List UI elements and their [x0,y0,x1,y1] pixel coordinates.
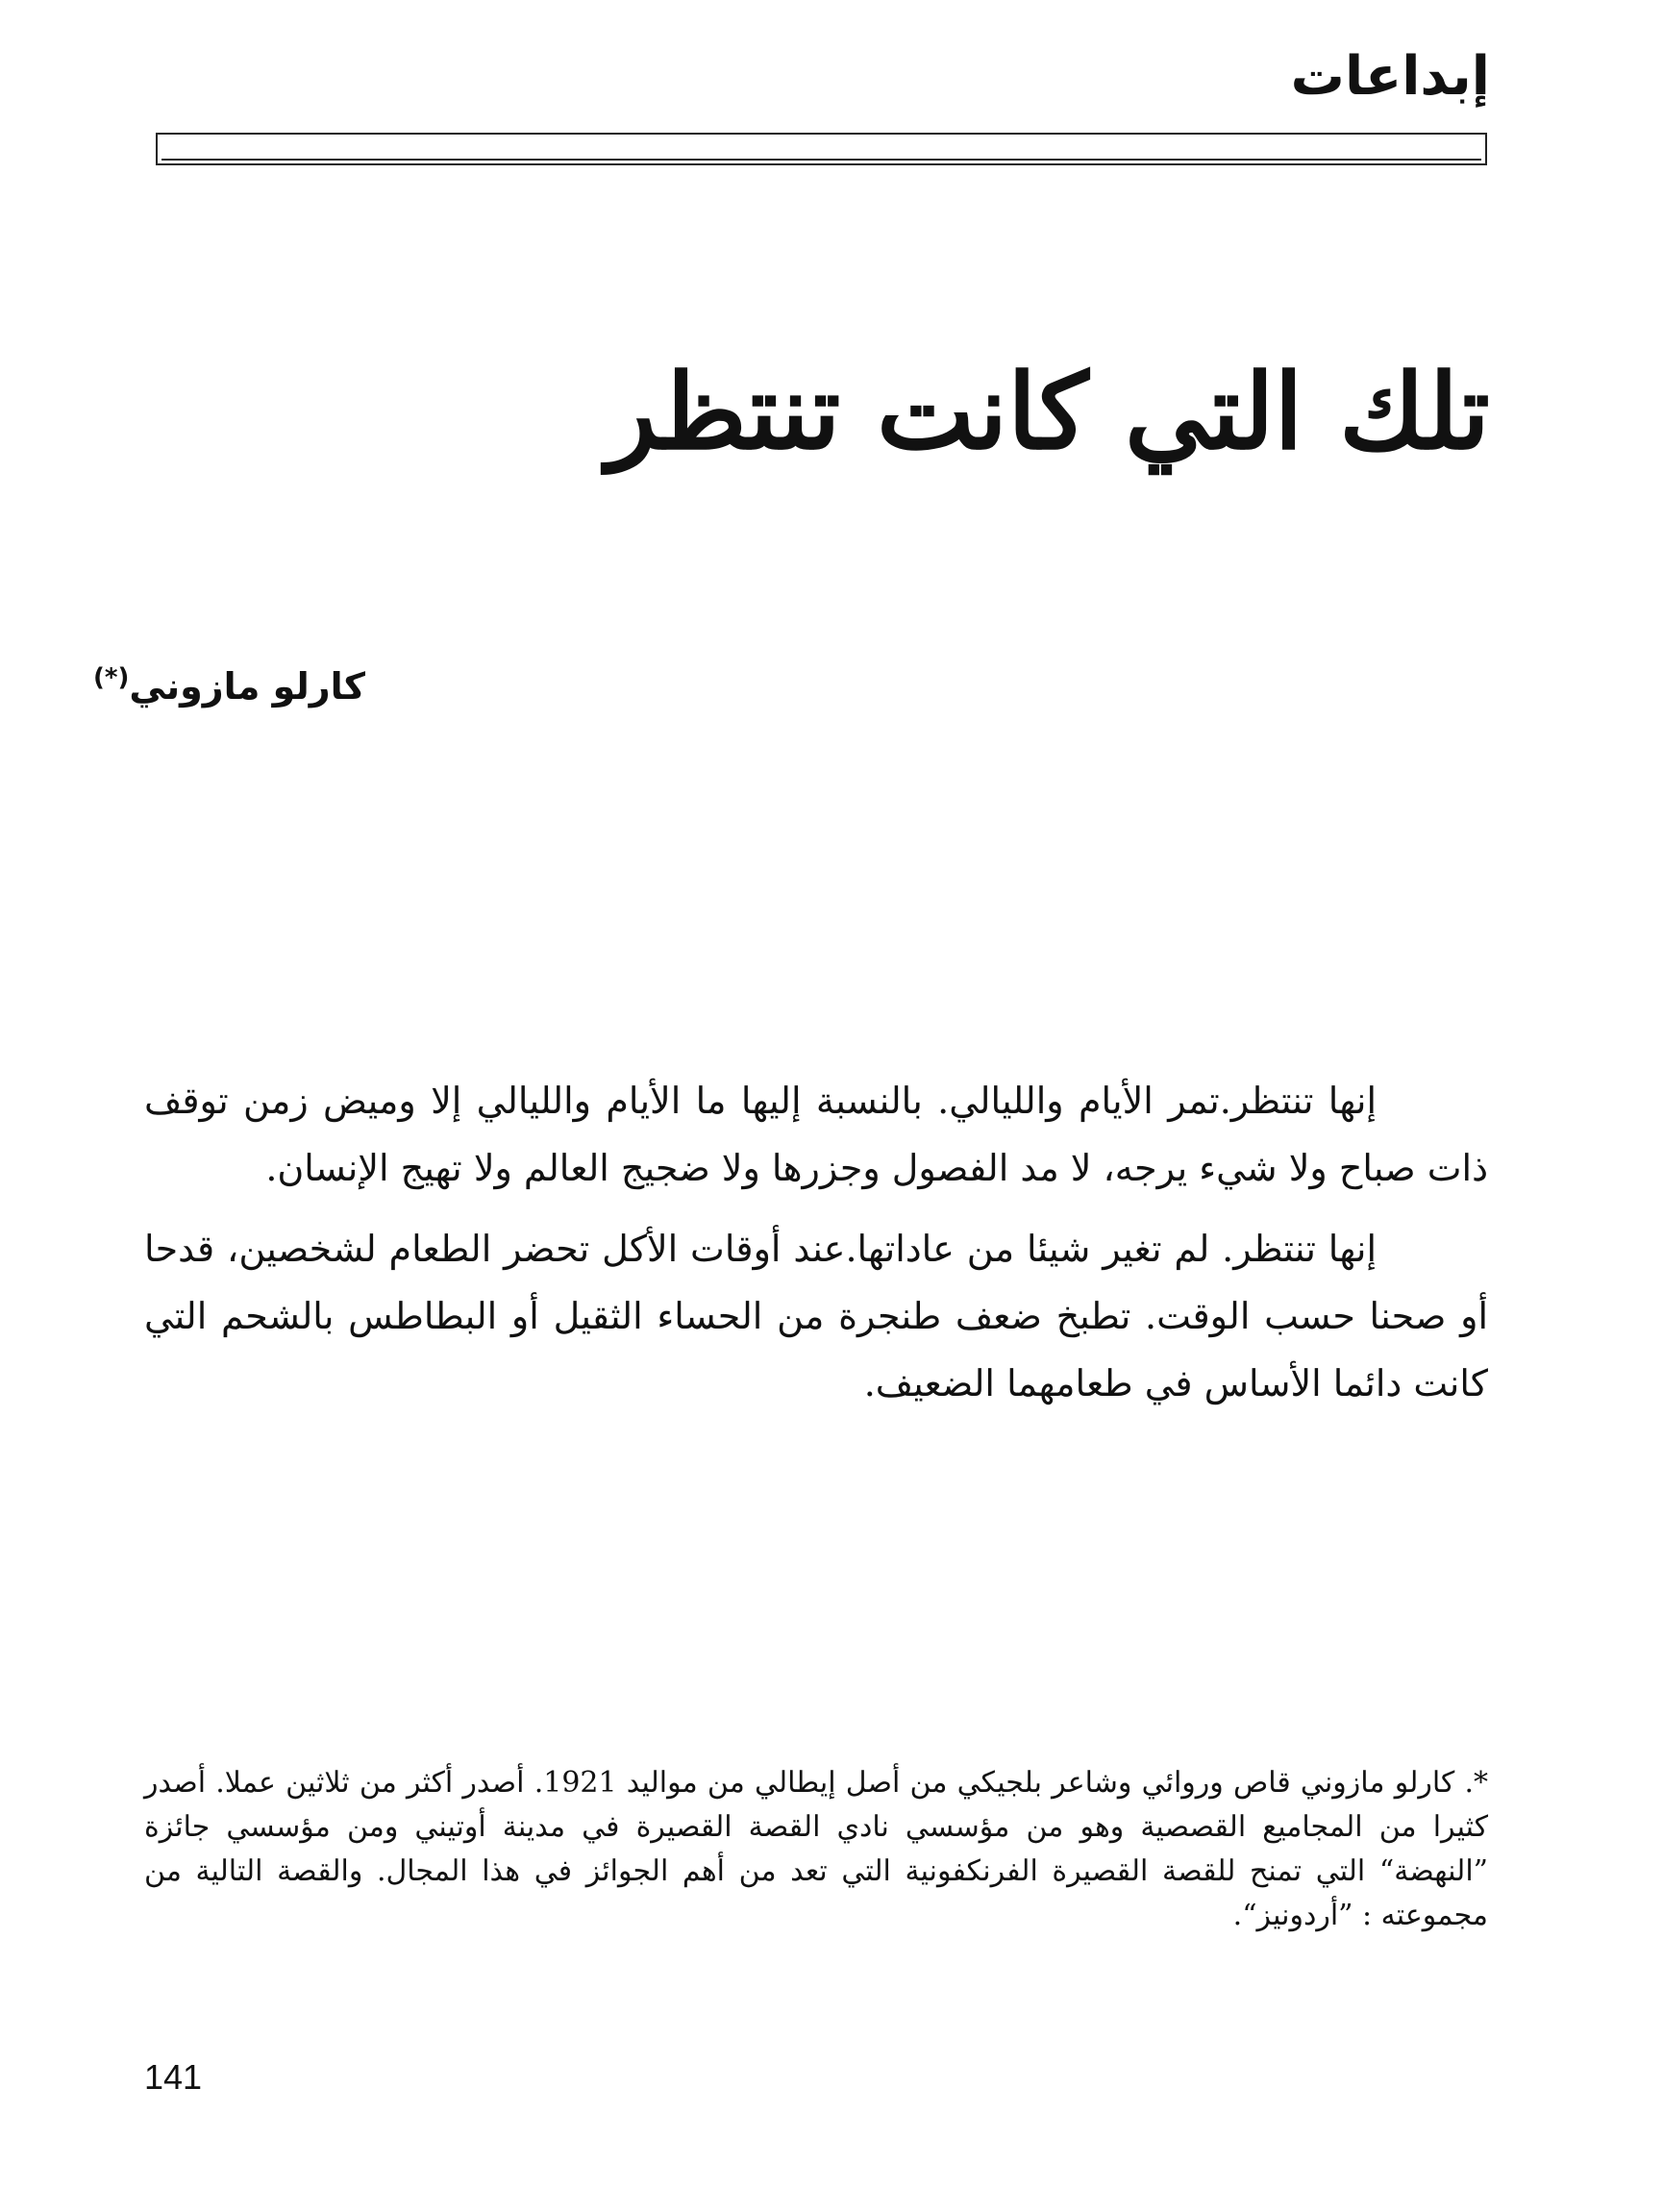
author-footnote: *. كارلو مازوني قاص وروائي وشاعر بلجيكي من أصل إيطالي من مواليد 1921. أصدر أكثر من ثلاثين عملا. أصدر كثيرا من المجاميع القصصية وهو من مؤسسي نادي القصة القصيرة في مدينة أوتيني ومن مؤسسي جائزة ”النهضة“ التي تمنح للقصة القصيرة الفرنكفونية التي تعد من أهم الجوائز في هذا المجال. والقصة التالية من مجموعته : ”أردونيز“. [144,1766,1488,1932]
author-byline [93,663,365,708]
author-footnote-mark: (*) [93,663,130,692]
story-title: تلك التي كانت تنتظر [606,352,1490,473]
header-rule-box [156,133,1487,165]
section-label: إبداعات [1290,45,1490,108]
body-paragraph: إنها تنتظر.تمر الأيام والليالي. بالنسبة إليها ما الأيام والليالي إلا وميض زمن توقف ذات صباح ولا شيء يرجه، لا مد الفصول وجزرها ولا ضجيج العالم ولا تهيج الإنسان. [144,1080,1488,1189]
author-name: كارلو مازوني [129,665,365,708]
story-body [144,1067,1488,1430]
body-paragraph: إنها تنتظر. لم تغير شيئا من عاداتها.عند أوقات الأكل تحضر الطعام لشخصين، قدحا أو صحنا حسب الوقت. تطبخ ضعف طنجرة من الحساء الثقيل أو البطاطس بالشحم التي كانت دائما الأساس في طعامهما الضعيف. [144,1228,1488,1404]
page-number: 141 [144,2057,203,2097]
